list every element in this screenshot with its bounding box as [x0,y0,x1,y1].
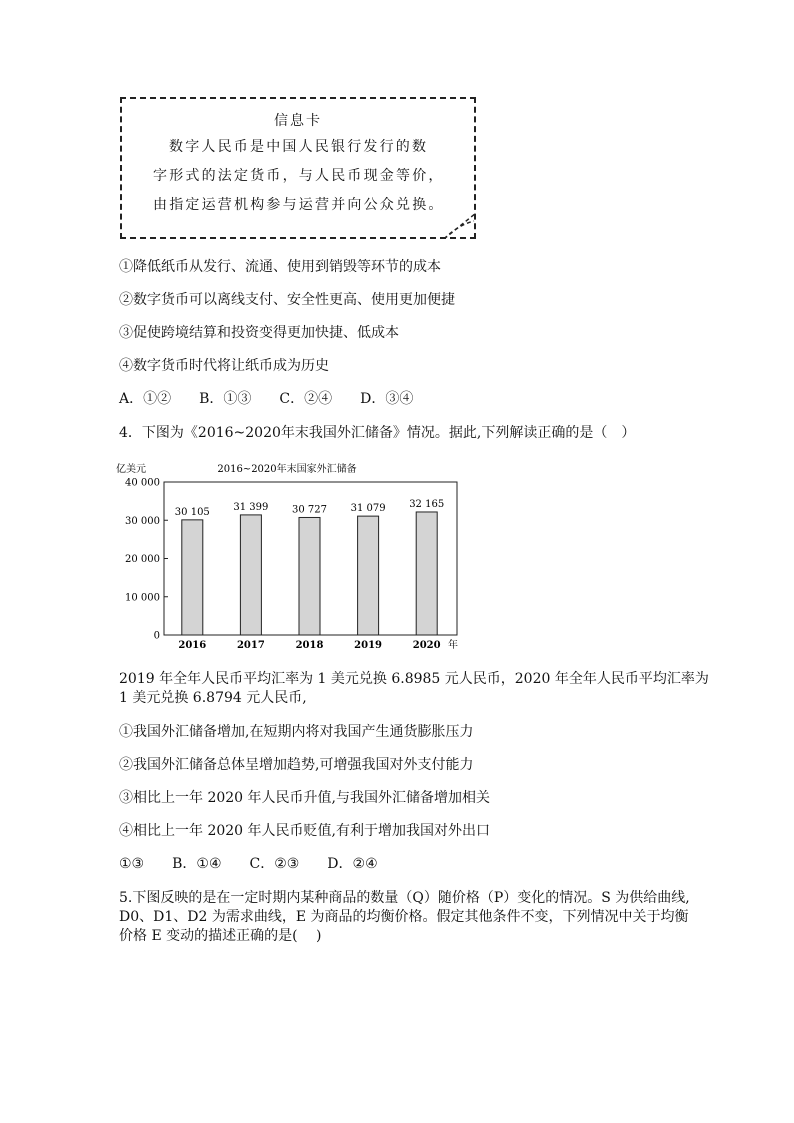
q4-stem: 4．下图为《2016~2020年末我国外汇储备》情况。据此,下列解读正确的是（ ） [119,425,636,441]
q3-option-1: ①降低纸币从发行、流通、使用到销毁等环节的成本 [119,259,441,275]
chart-xlabel: 年 [448,640,458,651]
q4-choices: ①③ B．①④ C．②③ D．②④ [119,856,378,872]
x-tick-label: 2016 [178,640,207,651]
q4-option-4: ④相比上一年 2020 年人民币贬值,有利于增加我国对外出口 [119,823,490,839]
info-card-title: 信息卡 [274,113,322,129]
q4-note-line-1: 2019 年全年人民币平均汇率为 1 美元兑换 6.8985 元人民币，2020 年全年人民币平均汇率为 [119,671,709,687]
info-card-line-3: 由指定运营机构参与运营并向公众兑换。 [153,197,445,213]
y-tick-label: 10 000 [125,592,160,604]
forex-reserve-bar-chart [112,452,472,662]
chart-ylabel: 亿美元 [116,464,146,475]
q3-option-3: ③促使跨境结算和投资变得更加快捷、低成本 [119,325,399,341]
q3-choices: A．①② B．①③ C．②④ D．③④ [119,391,414,407]
info-card-line-2: 字形式的法定货币，与人民币现金等价， [153,168,445,184]
x-tick-label: 2020 [412,640,441,651]
bar [299,517,320,635]
bar [358,516,379,635]
q4-option-3: ③相比上一年 2020 年人民币升值,与我国外汇储备增加相关 [119,790,490,806]
x-tick-label: 2019 [354,640,383,651]
q5-line-2: D0、D1、D2 为需求曲线，E 为商品的均衡价格。假定其他条件不变，下列情况中关于均衡 [119,909,689,925]
bar-value-label: 32 165 [409,498,445,510]
x-tick-label: 2018 [295,640,324,651]
q4-option-2: ②我国外汇储备总体呈增加趋势,可增强我国对外支付能力 [119,757,474,773]
chart-title: 2016~2020年末国家外汇储备 [217,464,357,475]
info-card-line-1: 数字人民币是中国人民银行发行的数 [169,139,429,155]
y-tick-label: 20 000 [125,554,160,565]
bar-value-label: 30 727 [292,504,327,516]
q3-option-4: ④数字货币时代将让纸币成为历史 [119,358,329,374]
q4-option-1: ①我国外汇储备增加,在短期内将对我国产生通货膨胀压力 [119,724,474,740]
info-card [120,97,476,239]
x-tick-label: 2017 [236,640,265,651]
y-tick-label: 40 000 [125,477,160,489]
bar-value-label: 31 079 [350,503,386,515]
bar [182,520,203,635]
folded-corner-icon [444,213,476,239]
y-tick-label: 30 000 [125,515,160,527]
q4-note-line-2: 1 美元兑换 6.8794 元人民币, [119,690,307,706]
q3-option-2: ②数字货币可以离线支付、安全性更高、使用更加便捷 [119,292,455,308]
bar [240,515,261,635]
y-tick-label: 0 [153,630,160,642]
bar-value-label: 30 105 [174,506,210,518]
bar-value-label: 31 399 [233,501,269,513]
q5-line-3: 价格 E 变动的描述正确的是( ) [119,928,322,944]
bar [416,512,437,635]
q5-line-1: 5.下图反映的是在一定时期内某种商品的数量（Q）随价格（P）变化的情况。S 为供给曲线, [119,890,690,906]
